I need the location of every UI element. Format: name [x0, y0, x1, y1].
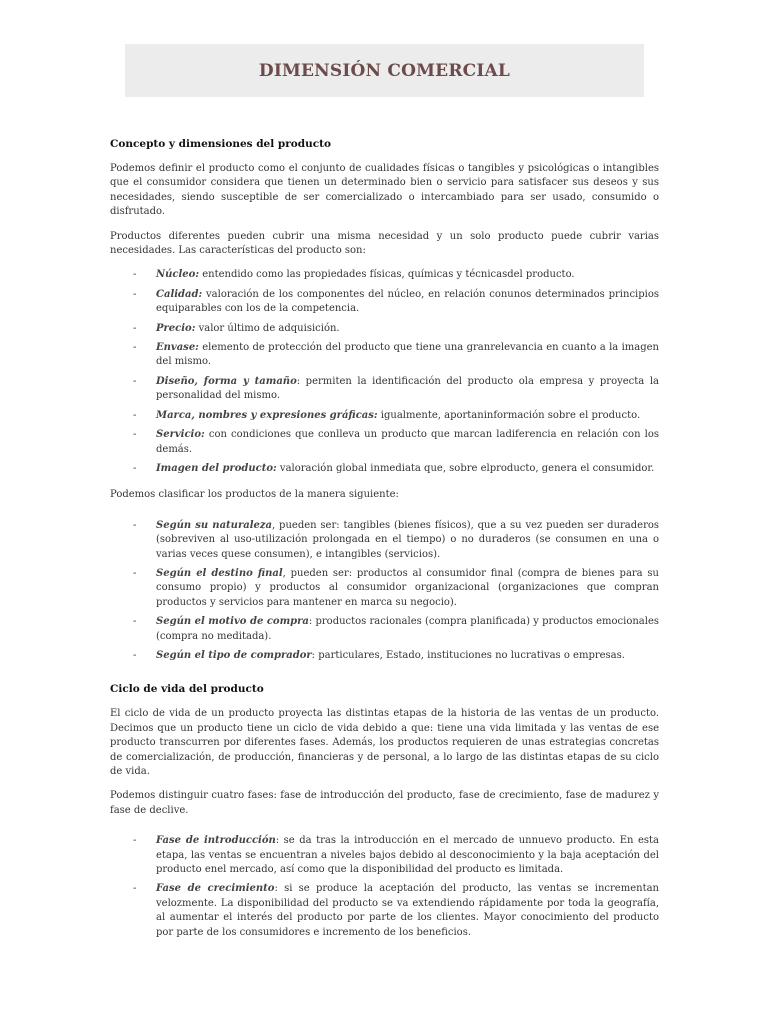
document-body	[110, 138, 659, 952]
list-item: - Según el motivo de compra: productos racionales (compra planificada) y productos emocionales (compra no meditada).	[156, 615, 659, 644]
list-item: - Calidad: valoración de los componentes del núcleo, en relación conunos determinados principios equiparables con los de la competencia.	[156, 288, 659, 317]
paragraph: El ciclo de vida de un producto proyecta las distintas etapas de la historia de las ventas de un producto. Decimos que un producto tiene un ciclo de vida debido a que: tiene una vida limitada y las ventas de ese producto transcurren por diferentes fases. Además, los productos requieren de unas estrategias concretas de comercialización, de producción, financieras y de personal, a lo largo de las distintas etapas de su ciclo de vida.	[110, 708, 659, 777]
section-heading-lifecycle: Ciclo de vida del producto	[110, 683, 264, 696]
section-heading-concept: Concepto y dimensiones del producto	[110, 138, 331, 150]
characteristics-list	[110, 268, 659, 476]
phases-list	[110, 834, 659, 940]
list-item: - Envase: elemento de protección del producto que tiene una granrelevancia en cuanto a la imagen del mismo.	[156, 341, 659, 370]
paragraph: Podemos distinguir cuatro fases: fase de introducción del producto, fase de crecimiento, fase de madurez y fase de declive.	[110, 790, 659, 816]
list-item: - Servicio: con condiciones que conlleva un producto que marcan ladiferencia en relación con los demás.	[156, 428, 659, 457]
list-item: - Según el tipo de comprador: particulares, Estado, instituciones no lucrativas o empresas.	[156, 649, 659, 663]
classification-list	[110, 519, 659, 664]
list-item: - Fase de crecimiento: si se produce la aceptación del producto, las ventas se incrementan velozmente. La disponibilidad del producto se va extendiendo rápidamente por toda la geografía, al aumentar el interés del producto por parte de los clientes. Mayor conocimiento del producto por parte de los consumidores e incremento de los beneficios.	[156, 882, 659, 940]
list-item: - Precio: valor último de adquisición.	[156, 322, 659, 336]
list-item: - Marca, nombres y expresiones gráficas: igualmente, aportaninformación sobre el producto.	[156, 409, 659, 423]
list-item: - Según el destino final, pueden ser: productos al consumidor final (compra de bienes para su consumo propio) y productos al consumidor organizacional (organizaciones que compran productos y servicios para mantener en marca su negocio).	[156, 567, 659, 610]
page-title: DIMENSIÓN COMERCIAL	[258, 60, 511, 81]
paragraph: Podemos definir el producto como el conjunto de cualidades físicas o tangibles y psicológicas o intangibles que el consumidor considera que tienen un determinado bien o servicio para satisfacer sus deseos y sus necesidades, siendo susceptible de ser comercializado o intercambiado para ser usado, consumido o disfrutado.	[110, 163, 659, 218]
list-item: - Fase de introducción: se da tras la introducción en el mercado de unnuevo producto. En esta etapa, las ventas se encuentran a niveles bajos debido al desconocimiento y la baja aceptación del producto enel mercado, así como que la disponibilidad del producto es limitada.	[156, 834, 659, 877]
paragraph: Podemos clasificar los productos de la manera siguiente:	[110, 489, 399, 501]
paragraph: Productos diferentes pueden cubrir una misma necesidad y un solo producto puede cubrir varias necesidades. Las características del producto son:	[110, 230, 659, 257]
list-item: - Núcleo: entendido como las propiedades físicas, químicas y técnicasdel producto.	[156, 268, 659, 282]
list-item: - Imagen del producto: valoración global inmediata que, sobre elproducto, genera el consumidor.	[156, 462, 659, 476]
list-item: - Diseño, forma y tamaño: permiten la identificación del producto ola empresa y proyecta la personalidad del mismo.	[156, 375, 659, 404]
title-banner	[125, 44, 644, 97]
list-item: - Según su naturaleza, pueden ser: tangibles (bienes físicos), que a su vez pueden ser duraderos (sobreviven al uso-utilización prolongada en el tiempo) o no duraderos (se consumen en una o varias veces quese consumen), e intangibles (servicios).	[156, 519, 659, 562]
